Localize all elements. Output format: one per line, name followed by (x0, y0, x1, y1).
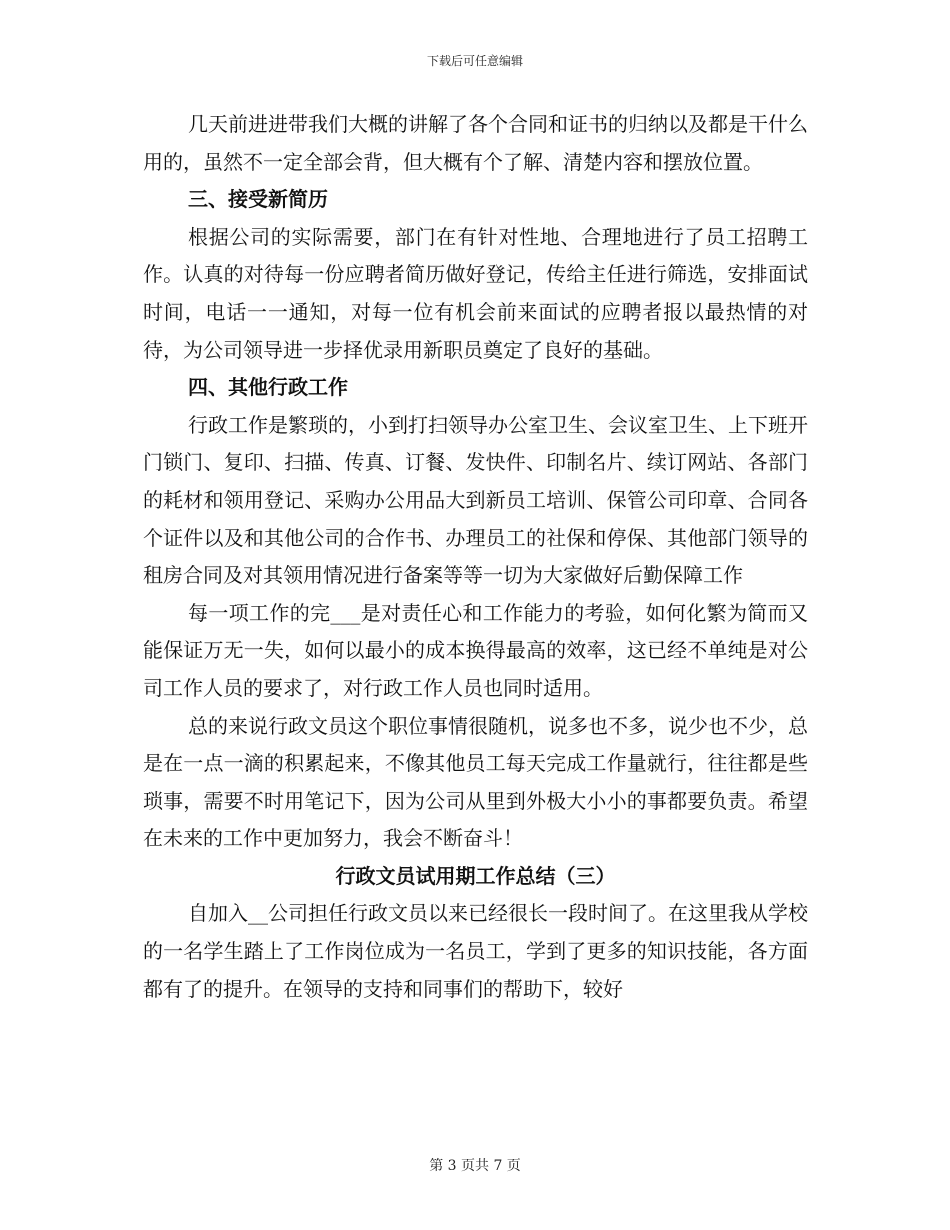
article-title: 行政文员试用期工作总结（三） (335, 863, 616, 888)
section-heading-other-admin: 四、其他行政工作 (188, 375, 348, 400)
page-footer: 第 3 页共 7 页 (429, 1158, 521, 1174)
paragraph-summary: 总的来说行政文员这个职位事情很随机，说多也不多，说少也不少，总是在一点一滴的积累起来，不像其他员工每天完成工作量就行，往往都是些琐事，需要不时用笔记下，因为公司从里到外极大小小的事都要负责。希望在未来的工作中更加努力，我会不断奋斗！ (143, 713, 808, 851)
paragraph-recruitment: 根据公司的实际需要，部门在有针对性地、合理地进行了员工招聘工作。认真的对待每一份应聘者简历做好登记，传给主任进行筛选，安排面试时间，电话一一通知，对每一位有机会前来面试的应聘者报以最热情的对待，为公司领导进一步择优录用新职员奠定了良好的基础。 (143, 224, 808, 362)
paragraph-admin-tasks: 行政工作是繁琐的，小到打扫领导办公室卫生、会议室卫生、上下班开门锁门、复印、扫描、传真、订餐、发快件、印制名片、续订网站、各部门的耗材和领用登记、采购办公用品大到新员工培训、保管公司印章、合同各个证件以及和其他公司的合作书、办理员工的社保和停保、其他部门领导的租房合同及对其领用情况进行备案等等一切为大家做好后勤保障工作 (143, 412, 808, 588)
paragraph-intro: 自加入__公司担任行政文员以来已经很长一段时间了。在这里我从学校的一名学生踏上了工作岗位成为一名员工，学到了更多的知识技能，各方面都有了的提升。在领导的支持和同事们的帮助下，较好 (143, 901, 808, 1001)
section-heading-resumes: 三、接受新简历 (188, 187, 328, 212)
paragraph-contracts: 几天前进进带我们大概的讲解了各个合同和证书的归纳以及都是干什么用的，虽然不一定全部会背，但大概有个了解、清楚内容和摆放位置。 (143, 112, 808, 174)
paragraph-responsibility: 每一项工作的完___是对责任心和工作能力的考验，如何化繁为简而又能保证万无一失，如何以最小的成本换得最高的效率，这已经不单纯是对公司工作人员的要求了，对行政工作人员也同时适用。 (143, 600, 808, 700)
document-body (143, 106, 808, 1008)
page-header: 下载后可任意编辑 (426, 54, 523, 68)
